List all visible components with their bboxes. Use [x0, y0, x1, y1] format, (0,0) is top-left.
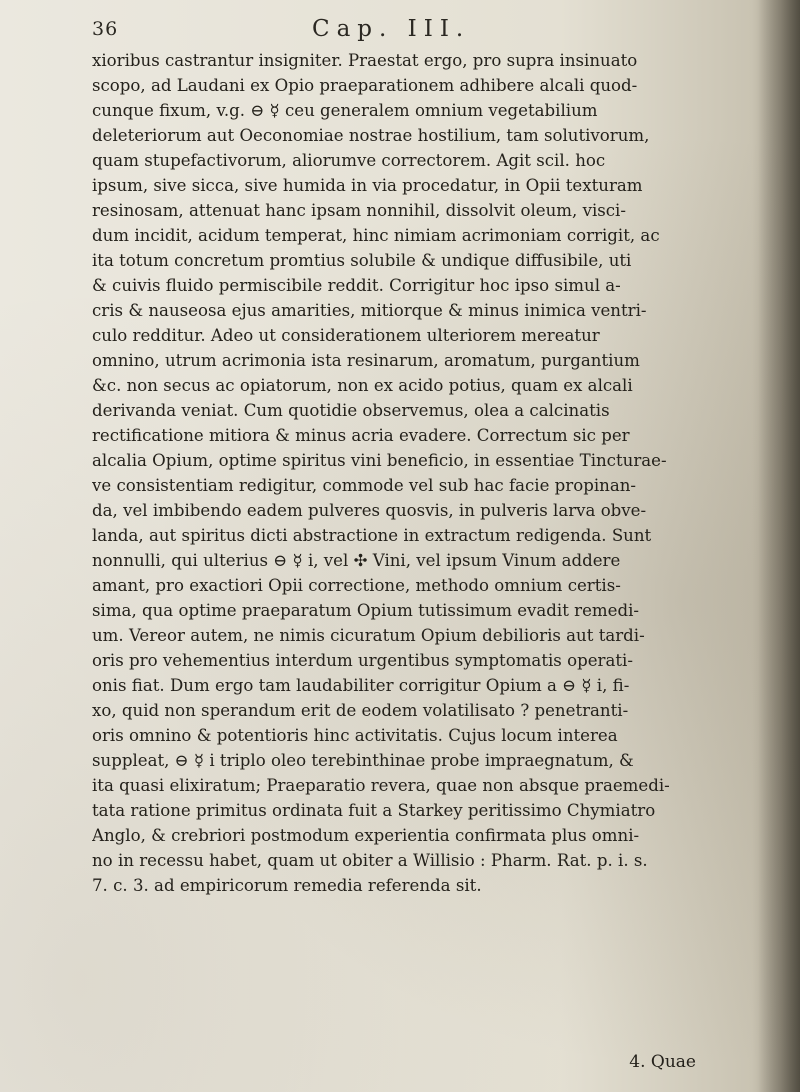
text-line: oris omnino & potentioris hinc activitatis. Cujus locum interea	[92, 726, 618, 745]
text-line: onis fiat. Dum ergo tam laudabiliter corrigitur Opium a ⊖ ☿ i, fi-	[92, 676, 630, 695]
text-line: cunque fixum, v.g. ⊖ ☿ ceu generalem omnium vegetabilium	[92, 101, 598, 120]
text-line: ve consistentiam redigitur, commode vel sub hac facie propinan-	[92, 476, 637, 495]
text-line: ita quasi elixiratum; Praeparatio revera, quae non absque praemedi-	[92, 776, 670, 795]
chapter-heading: Cap. III.	[312, 16, 471, 42]
text-line: Anglo, & crebriori postmodum experientia confirmata plus omni-	[92, 826, 640, 845]
text-line: ipsum, sive sicca, sive humida in via procedatur, in Opii texturam	[92, 176, 643, 195]
text-line: omnino, utrum acrimonia ista resinarum, aromatum, purgantium	[92, 351, 640, 370]
text-line: quam stupefactivorum, aliorumve correctorem. Agit scil. hoc	[92, 151, 606, 170]
text-line: tata ratione primitus ordinata fuit a Starkey peritissimo Chymiatro	[92, 801, 656, 820]
text-line: rectificatione mitiora & minus acria evadere. Correctum sic per	[92, 426, 630, 445]
text-line: oris pro vehementius interdum urgentibus symptomatis operati-	[92, 651, 633, 670]
text-line: nonnulli, qui ulterius ⊖ ☿ i, vel ✣ Vini, vel ipsum Vinum addere	[92, 551, 621, 570]
text-line: no in recessu habet, quam ut obiter a Willisio : Pharm. Rat. p. i. s.	[92, 851, 648, 870]
text-line: cris & nauseosa ejus amarities, mitiorque & minus inimica ventri-	[92, 301, 647, 320]
text-line: um. Vereor autem, ne nimis cicuratum Opium debilioris aut tardi-	[92, 626, 645, 645]
text-line: & cuivis fluido permiscibile reddit. Corrigitur hoc ipso simul a-	[92, 276, 621, 295]
text-line: da, vel imbibendo eadem pulveres quosvis, in pulveris larva obve-	[92, 501, 647, 520]
text-line: xioribus castrantur insigniter. Praestat ergo, pro supra insinuato	[92, 51, 638, 70]
text-line: alcalia Opium, optime spiritus vini beneficio, in essentiae Tincturae-	[92, 451, 667, 470]
body-text	[92, 48, 768, 898]
text-line: suppleat, ⊖ ☿ i triplo oleo terebinthinae probe impraegnatum, &	[92, 751, 634, 770]
text-line: ita totum concretum promtius solubile & undique diffusibile, uti	[92, 251, 632, 270]
text-line: derivanda veniat. Cum quotidie observemus, olea a calcinatis	[92, 401, 610, 420]
text-line: deleteriorum aut Oeconomiae nostrae hostilium, tam solutivorum,	[92, 126, 650, 145]
text-line: landa, aut spiritus dicti abstractione in extractum redigenda. Sunt	[92, 526, 652, 545]
running-head	[92, 14, 752, 46]
catchword: 4. Quae	[629, 1052, 696, 1072]
text-line: sima, qua optime praeparatum Opium tutissimum evadit remedi-	[92, 601, 640, 620]
page-number: 36	[92, 18, 119, 40]
text-line: culo redditur. Adeo ut considerationem ulteriorem mereatur	[92, 326, 600, 345]
text-line: resinosam, attenuat hanc ipsam nonnihil, dissolvit oleum, visci-	[92, 201, 626, 220]
text-line: xo, quid non sperandum erit de eodem volatilisato ? penetranti-	[92, 701, 629, 720]
text-line: amant, pro exactiori Opii correctione, methodo omnium certis-	[92, 576, 621, 595]
text-line: scopo, ad Laudani ex Opio praeparationem adhibere alcali quod-	[92, 76, 638, 95]
text-line: &c. non secus ac opiatorum, non ex acido potius, quam ex alcali	[92, 376, 633, 395]
text-line: dum incidit, acidum temperat, hinc nimiam acrimoniam corrigit, ac	[92, 226, 660, 245]
text-line: 7. c. 3. ad empiricorum remedia referenda sit.	[92, 876, 482, 895]
